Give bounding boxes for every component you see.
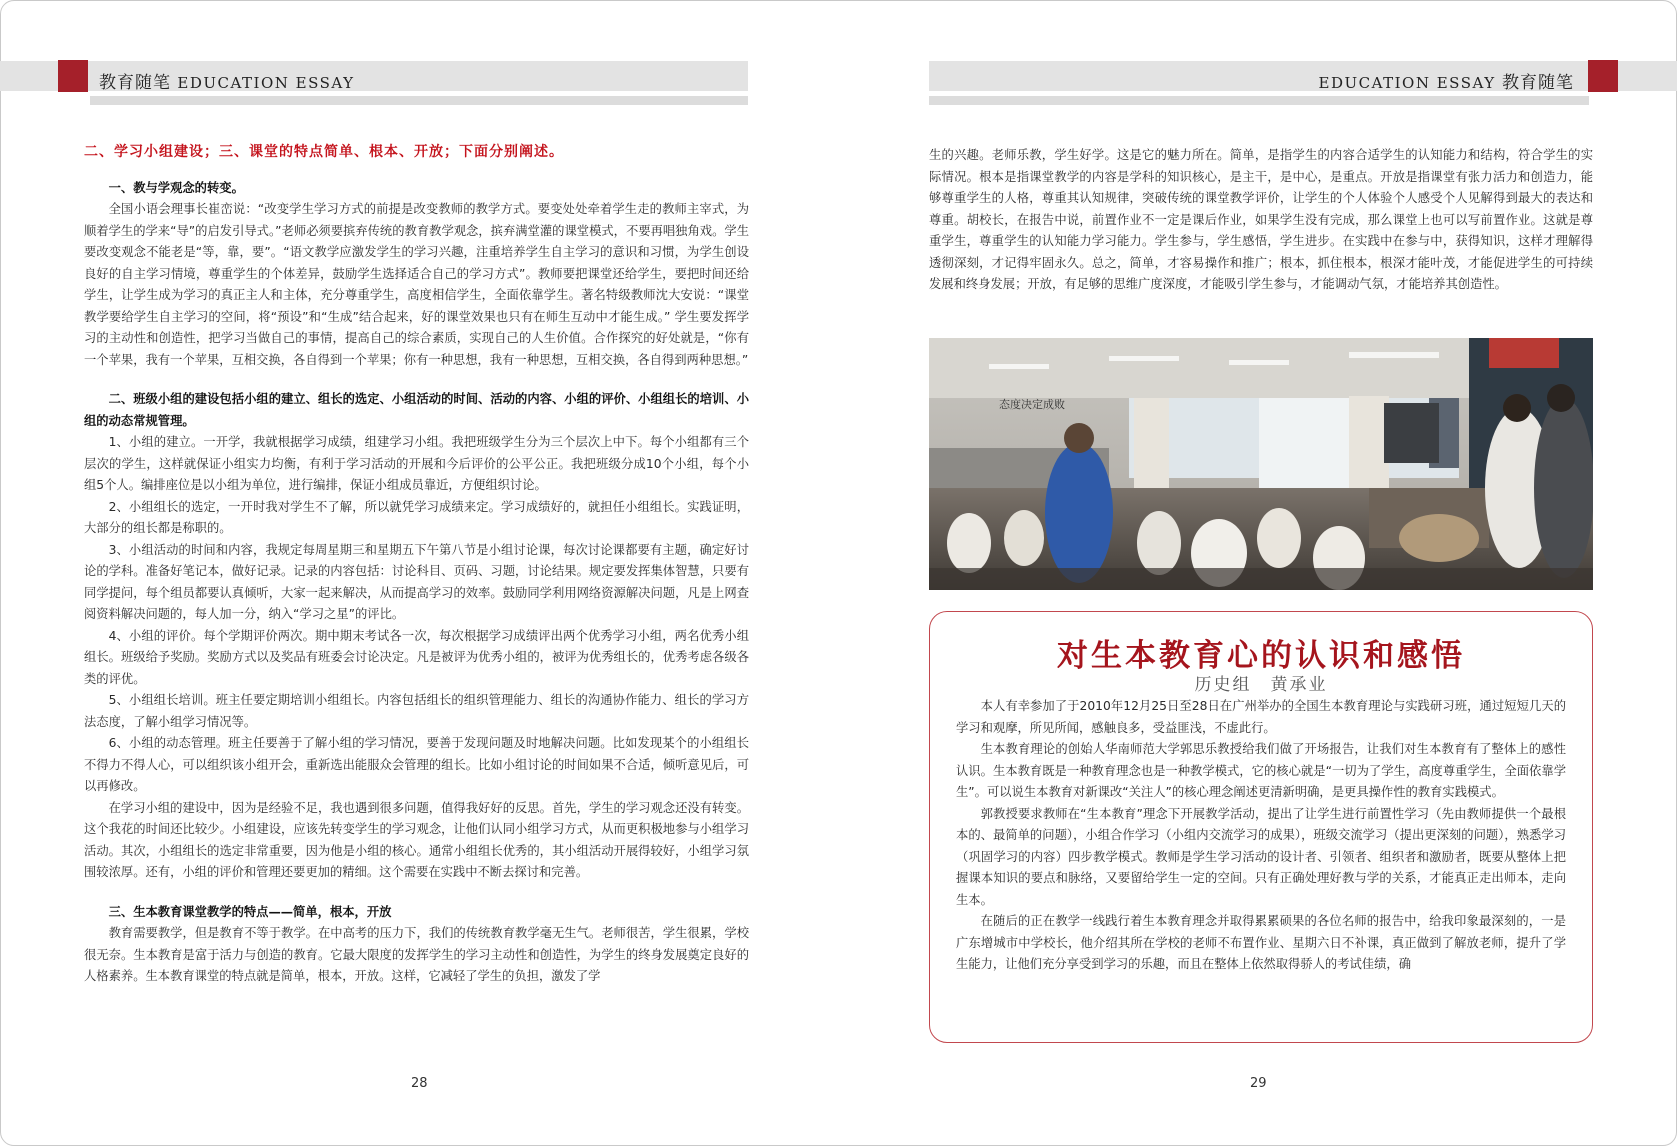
section-2-item: 4、小组的评价。每个学期评价两次。期中期末考试各一次，每次根据学习成绩评出两个优秀学习小组，两名优秀小组组长。班级给予奖励。奖励方式以及奖品有班委会讨论决定。凡是被评为优秀小组的，被评为优秀组长的，优秀考虑各级各类的评优。 xyxy=(84,628,749,686)
article-paragraph: 生本教育理论的创始人华南师范大学郭思乐教授给我们做了开场报告，让我们对生本教育有了整体上的感性认识。生本教育既是一种教育理念也是一种教学模式，它的核心就是“一切为了学生，高度尊重学生，全面依靠学生”。可以说生本教育对新课改“关注人”的核心理念阐述更清新明确，是更具操作性的教育实践模式。 xyxy=(956,742,1566,799)
article-paragraph: 郭教授要求教师在“生本教育”理念下开展教学活动，提出了让学生进行前置性学习（先由教师提供一个最根本的、最简单的问题），小组合作学习（小组内交流学习的成果），班级交流学习（提出更深刻的问题），熟悉学习（巩固学习的内容）四步教学模式。教师是学生学习活动的设计者、引领者、组织者和激励者，既要从整体上把握课本知识的要点和脉络，又要留给学生一定的空间。只有正确处理好教与学的关系，才能真正走出师本，走向生本。 xyxy=(956,806,1566,907)
header-rule-right xyxy=(929,96,1589,105)
header-left-en: EDUCATION ESSAY xyxy=(177,74,355,92)
classroom-photo xyxy=(929,338,1593,590)
section-1-paragraph: 全国小语会理事长崔峦说：“改变学生学习方式的前提是改变教师的教学方式。要变处处牵着学生走的教师主宰式，为顺着学生的学来“导”的启发引导式。”老师必须要摈弃传统的教育教学观念，摈弃满堂灌的课堂模式，不要再唱独角戏。学生要改变观念不能老是“等，靠，要”。“语文教学应激发学生的学习兴趣，注重培养学生自主学习的意识和习惯，为学生创设良好的自主学习情境，尊重学生的个体差异，鼓励学生选择适合自己的学习方式”。教师要把课堂还给学生，要把时间还给学生，让学生成为学习的真正主人和主体，充分尊重学生，高度相信学生，全面依靠学生。著名特级教师沈大安说：“课堂教学要给学生自主学习的空间，将“预设”和“生成”结合起来，好的课堂效果也只有在师生互动中才能生成。” 学生要发挥学习的主动性和创造性，把学习当做自己的事情，提高自己的综合素质，实现自己的人生价值。合作探究的好处就是，“你有一个苹果，我有一个苹果，互相交换，各自得到一个苹果；你有一种思想，我有一种思想，互相交换，各自得到两种思想。” xyxy=(84,202,749,367)
section-2-reflection: 在学习小组的建设中，因为是经验不足，我也遇到很多问题，值得我好好的反思。首先，学生的学习观念还没有转变。这个我花的时间还比较少。小组建设，应该先转变学生的学习观念，让他们认同小组学习方式，从而更积极地参与小组学习活动。其次，小组组长的选定非常重要，因为他是小组的核心。通常小组组长优秀的，其小组活动开展得较好，小组学习氛围较浓厚。还有，小组的评价和管理还要更加的精细。这个需要在实践中不断去探讨和完善。 xyxy=(84,800,749,879)
article-author: 历史组 黄承业 xyxy=(1194,675,1328,695)
left-page-body xyxy=(84,142,749,988)
article-paragraph: 本人有幸参加了于2010年12月25日至28日在广州举办的全国生本教育理论与实践研习班，通过短短几天的学习和观摩，所见所闻，感触良多，受益匪浅，不虚此行。 xyxy=(956,699,1566,735)
page-number-left: 28 xyxy=(411,1076,428,1091)
photo-wall-text: 态度决定成败 xyxy=(999,398,1065,411)
article-title: 对生本教育心的认识和感悟 xyxy=(1057,638,1465,674)
article-paragraph: 在随后的正在教学一线践行着生本教育理念并取得累累硕果的各位名师的报告中，给我印象最深刻的，一是广东增城市中学校长，他介绍其所在学校的老师不布置作业、星期六日不补课，真正做到了解放老师，提升了学生能力，让他们充分享受到学习的乐趣，而且在整体上依然取得骄人的考试佳绩，确 xyxy=(956,914,1566,971)
article-box xyxy=(929,611,1593,1043)
section-2-heading: 二、班级小组的建设包括小组的建立、组长的选定、小组活动的时间、活动的内容、小组的评价、小组组长的培训、小组的动态常规管理。 xyxy=(84,392,749,428)
section-2-item: 3、小组活动的时间和内容，我规定每周星期三和星期五下午第八节是小组讨论课，每次讨论课都要有主题，确定好讨论的学科。准备好笔记本，做好记录。记录的内容包括：讨论科目、页码、习题，讨论结果。规定要发挥集体智慧，只要有同学提问，每个组员都要认真倾听，大家一起来解决，从而提高学习的效率。鼓励同学利用网络资源解决问题，凡是上网查阅资料解决问题的，每人加一分，纳入“学习之星”的评比。 xyxy=(84,542,749,621)
red-section-heading: 二、学习小组建设；三、课堂的特点简单、根本、开放；下面分别阐述。 xyxy=(84,144,564,160)
header-strip-right-outer xyxy=(1618,61,1677,91)
section-2-item: 5、小组组长培训。班主任要定期培训小组组长。内容包括组长的组织管理能力、组长的沟通协作能力、组长的学习方法态度，了解小组学习情况等。 xyxy=(84,693,749,729)
section-3-heading: 三、生本教育课堂教学的特点——简单，根本，开放 xyxy=(108,904,392,919)
article-body xyxy=(956,696,1566,976)
header-left-cn: 教育随笔 xyxy=(99,73,171,93)
header-red-block-left xyxy=(58,60,88,92)
section-2-item: 2、小组组长的选定，一开时我对学生不了解，所以就凭学习成绩来定。学习成绩好的，就担任小组组长。实践证明，大部分的组长都是称职的。 xyxy=(84,499,749,535)
section-2-item: 1、小组的建立。一开学，我就根据学习成绩，组建学习小组。我把班级学生分为三个层次上中下。每个小组都有三个层次的学生，这样就保证小组实力均衡，有利于学习活动的开展和今后评价的公平公正。我把班级分成10个小组，每个小组5个人。编排座位是以小组为单位，进行编排，保证小组成员靠近，方便组织讨论。 xyxy=(84,435,749,492)
section-2-item: 6、小组的动态管理。班主任要善于了解小组的学习情况，要善于发现问题及时地解决问题。比如发现某个的小组组长不得力不得人心，可以组织该小组开会，重新选出能服众会管理的组长。比如小组讨论的时间如果不合适，倾听意见后，可以再修改。 xyxy=(84,736,749,793)
header-right xyxy=(1319,68,1575,93)
header-right-en: EDUCATION ESSAY xyxy=(1318,74,1496,92)
page-number-right: 29 xyxy=(1250,1076,1267,1091)
section-1-heading: 一、教与学观念的转变。 xyxy=(108,180,244,195)
section-3-paragraph: 教育需要教学，但是教育不等于教学。在中高考的压力下，我们的传统教育教学毫无生气。老师很苦，学生很累，学校很无奈。生本教育是富于活力与创造的教育。它最大限度的发挥学生的学习主动性和创造性，为学生的终身发展奠定良好的人格素养。生本教育课堂的特点就是简单，根本，开放。这样，它减轻了学生的负担，激发了学 xyxy=(84,926,749,983)
header-right-cn: 教育随笔 xyxy=(1502,73,1574,93)
header-left xyxy=(99,68,355,93)
continued-paragraph: 生的兴趣。老师乐教，学生好学。这是它的魅力所在。简单，是指学生的内容合适学生的认知能力和结构，符合学生的实际情况。根本是指课堂教学的内容是学科的知识核心，是主干，是中心，是重点。开放是指课堂有张力活力和创造力，能够尊重学生的人格，尊重其认知规律，突破传统的课堂教学评价，让学生的个人体验个人感受个人见解得到最大的表达和尊重。胡校长，在报告中说，前置作业不一定是课后作业，如果学生没有完成，那么课堂上也可以写前置作业。这就是尊重学生，尊重学生的认知能力学习能力。学生参与，学生感悟，学生进步。在实践中在参与中，获得知识，这样才理解得透彻深刻，才记得牢固永久。总之，简单，才容易操作和推广；根本，抓住根本，根深才能叶茂，才能促进学生的可持续发展和终身发展；开放，有足够的思维广度深度，才能吸引学生参与，才能调动气氛，才能培养其创造性。 xyxy=(929,148,1593,291)
header-red-block-right xyxy=(1588,60,1618,92)
header-rule-left xyxy=(90,96,748,105)
right-page-top-text xyxy=(929,145,1593,296)
